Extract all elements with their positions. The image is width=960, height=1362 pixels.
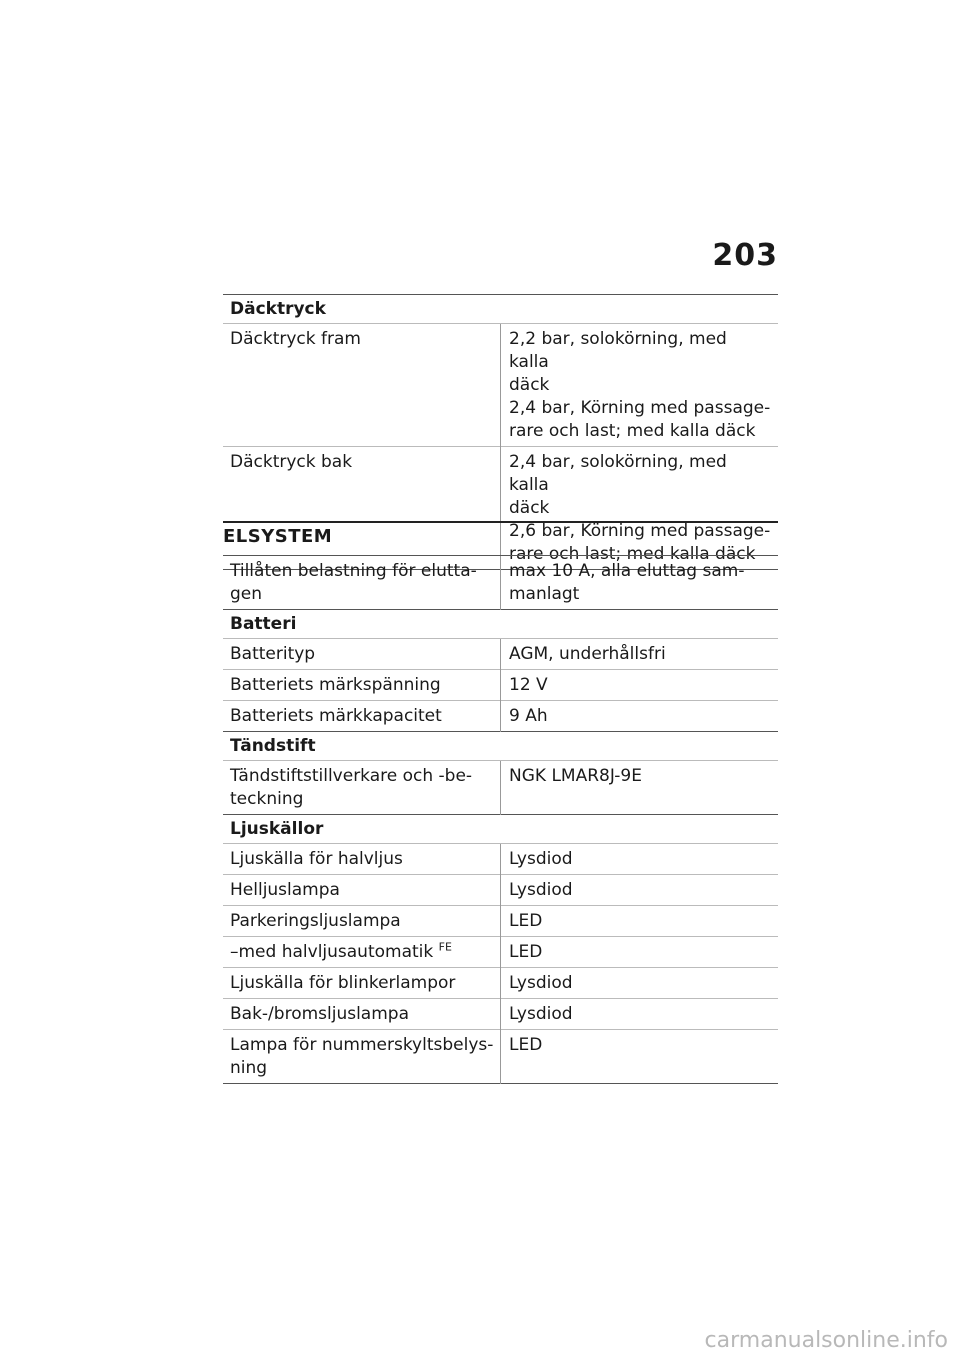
table-row — [223, 639, 778, 670]
row-label: Parkeringsljuslampa — [223, 906, 501, 937]
row-label: Ljuskälla för halvljus — [223, 844, 501, 875]
row-value: Lysdiod — [501, 875, 779, 906]
row-value: LED — [501, 1030, 779, 1084]
table-row — [223, 937, 778, 968]
group-heading-tire: Däcktryck — [223, 295, 778, 324]
electrical-table — [223, 555, 778, 1084]
group-heading-spark: Tändstift — [223, 732, 778, 761]
row-label: Batterityp — [223, 639, 501, 670]
row-value: Lysdiod — [501, 999, 779, 1030]
row-label: Däcktryck fram — [223, 324, 501, 447]
page-number: 203 — [712, 238, 778, 273]
row-value: LED — [501, 937, 779, 968]
row-value: NGK LMAR8J-9E — [501, 761, 779, 815]
table-row — [223, 906, 778, 937]
table-row — [223, 1030, 778, 1084]
table-row — [223, 447, 778, 570]
row-label: Tillåten belastning för elutta- gen — [223, 556, 501, 610]
row-value: 2,4 bar, solokörning, med kalla däck 2,6 bar, Körning med passage- rare och last; med kalla däck — [501, 447, 779, 570]
table-row — [223, 670, 778, 701]
table-row — [223, 556, 778, 610]
row-label: Batteriets märkspänning — [223, 670, 501, 701]
row-label: Helljuslampa — [223, 875, 501, 906]
group-heading-battery: Batteri — [223, 610, 778, 639]
row-value: 12 V — [501, 670, 779, 701]
row-value: 9 Ah — [501, 701, 779, 732]
section-rule — [223, 521, 778, 523]
row-value: 2,2 bar, solokörning, med kalla däck 2,4 bar, Körning med passage- rare och last; med kalla däck — [501, 324, 779, 447]
row-label: Lampa för nummerskyltsbelys- ning — [223, 1030, 501, 1084]
section-title-electrical: ELSYSTEM — [223, 526, 333, 547]
row-label: Tändstiftstillverkare och -be- teckning — [223, 761, 501, 815]
table-row — [223, 844, 778, 875]
row-value: Lysdiod — [501, 844, 779, 875]
table-row — [223, 875, 778, 906]
row-value: max 10 A, alla eluttag sam- manlagt — [501, 556, 779, 610]
row-label: Batteriets märkkapacitet — [223, 701, 501, 732]
row-label: –med halvljusautomatik $^{FE}$ — [223, 937, 501, 968]
table-row — [223, 761, 778, 815]
row-label: Bak-/bromsljuslampa — [223, 999, 501, 1030]
table-row — [223, 968, 778, 999]
row-value: LED — [501, 906, 779, 937]
group-heading-lights: Ljuskällor — [223, 815, 778, 844]
table-row — [223, 999, 778, 1030]
footer-watermark: carmanualsonline.info — [704, 1328, 948, 1353]
table-row — [223, 701, 778, 732]
row-label: Ljuskälla för blinkerlampor — [223, 968, 501, 999]
row-value: Lysdiod — [501, 968, 779, 999]
fe-superscript: FE — [438, 940, 452, 954]
table-row — [223, 324, 778, 447]
row-label: Däcktryck bak — [223, 447, 501, 570]
row-value: AGM, underhållsfri — [501, 639, 779, 670]
